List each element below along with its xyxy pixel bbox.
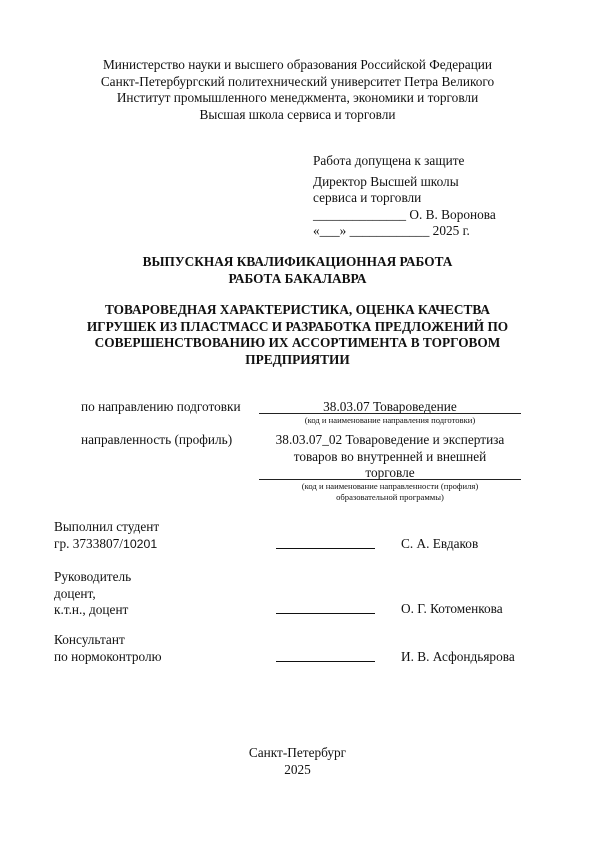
thesis-title-line3: СОВЕРШЕНСТВОВАНИЮ ИХ АССОРТИМЕНТА В ТОРГОВОМ — [94, 335, 501, 351]
work-type-line1: ВЫПУСКНАЯ КВАЛИФИКАЦИОННАЯ РАБОТА — [142, 254, 453, 269]
thesis-title-line1: ТОВАРОВЕДНАЯ ХАРАКТЕРИСТИКА, ОЦЕНКА КАЧЕСТВА — [104, 302, 491, 317]
profile-value-line2: товаров во внутренней и внешней — [293, 448, 487, 464]
supervisor-role-line3: к.т.н., доцент — [54, 602, 129, 618]
header-line-university: Санкт-Петербургский политехнический университет Петра Великого — [100, 73, 495, 89]
supervisor-role — [54, 569, 131, 619]
organization-header — [0, 57, 595, 123]
profile-caption-line1: (код и наименование направленности (профиля) — [301, 481, 479, 491]
supervisor-signature-line — [276, 613, 375, 614]
direction-caption: (код и наименование направления подготовки) — [304, 415, 476, 425]
consultant-role-line2: по нормоконтролю — [54, 648, 162, 664]
supervisor-name: О. Г. Котоменкова — [401, 601, 503, 616]
consultant-role-line1: Консультант — [54, 632, 125, 647]
footer-city: Санкт-Петербург — [248, 745, 347, 760]
work-type-line2: РАБОТА БАКАЛАВРА — [228, 270, 367, 286]
approval-admitted: Работа допущена к защите — [313, 153, 465, 168]
student-signature-line — [276, 548, 375, 549]
approval-director-line2: сервиса и торговли — [313, 190, 422, 206]
direction-label: по направлению подготовки — [81, 399, 241, 414]
work-type — [0, 254, 595, 287]
profile-value — [259, 432, 521, 482]
thesis-title-line2: ИГРУШЕК ИЗ ПЛАСТМАСС И РАЗРАБОТКА ПРЕДЛОЖЕНИЙ ПО — [86, 318, 509, 334]
approval-director-line1: Директор Высшей школы — [313, 173, 459, 189]
consultant-role — [54, 632, 162, 665]
thesis-title-line4: ПРЕДПРИЯТИИ — [245, 351, 350, 367]
approval-date-line: «___» ____________ 2025 г. — [313, 223, 470, 239]
profile-value-line1: 38.03.07_02 Товароведение и экспертиза — [275, 432, 505, 447]
student-group-prefix: гр. 3733807/ — [54, 535, 123, 551]
consultant-signature-line — [276, 661, 375, 662]
student-group-suffix: 10201 — [122, 536, 158, 551]
profile-value-line3: торговле — [365, 465, 415, 481]
profile-underline — [259, 479, 521, 480]
supervisor-role-line1: Руководитель — [54, 569, 132, 584]
footer-year: 2025 — [284, 761, 311, 777]
student-group — [54, 536, 159, 553]
approval-signature-line: ______________ О. В. Воронова — [313, 206, 496, 222]
profile-caption-line2: образовательной программы) — [336, 492, 444, 502]
header-line-institute: Институт промышленного менеджмента, экономики и торговли — [116, 90, 479, 106]
student-role-line1: Выполнил студент — [54, 519, 160, 534]
student-role — [54, 519, 159, 552]
profile-caption — [259, 481, 521, 503]
footer — [0, 745, 595, 778]
supervisor-role-line2: доцент, — [54, 585, 96, 601]
student-name: С. А. Евдаков — [401, 536, 479, 551]
approval-block — [313, 153, 553, 240]
header-line-ministry: Министерство науки и высшего образования Российской Федерации — [102, 57, 493, 72]
profile-label: направленность (профиль) — [81, 432, 233, 447]
consultant-name: И. В. Асфондьярова — [401, 649, 515, 664]
thesis-title — [0, 302, 595, 368]
header-line-school: Высшая школа сервиса и торговли — [199, 106, 396, 122]
direction-value: 38.03.07 Товароведение — [323, 399, 457, 414]
direction-underline — [259, 413, 521, 414]
